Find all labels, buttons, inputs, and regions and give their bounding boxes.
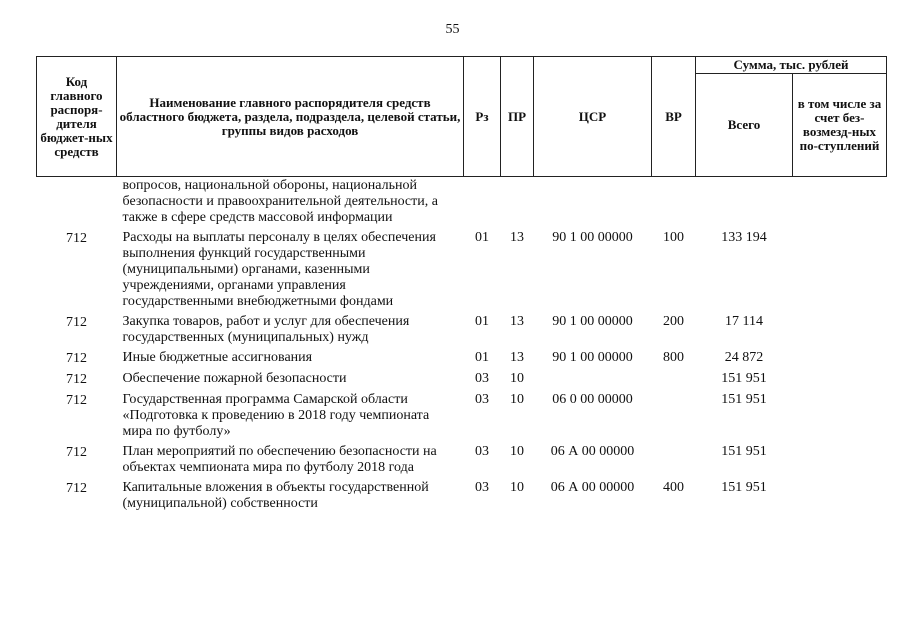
header-pr: ПР: [501, 57, 534, 177]
cell-total: 17 114: [725, 314, 763, 329]
cell-vr: 800: [663, 350, 684, 365]
budget-table: [36, 56, 887, 515]
cell-pr: 10: [510, 480, 524, 495]
header-rz: Рз: [464, 57, 501, 177]
cell-name: Капитальные вложения в объекты государственной (муниципальной) собственности: [122, 480, 429, 511]
table-row: [37, 479, 887, 515]
cell-vr: [652, 443, 696, 479]
cell-name: Закупка товаров, работ и услуг для обеспечения государственных (муниципальных) нужд: [122, 314, 410, 345]
cell-csr: 06 А 00 00000: [550, 444, 635, 459]
cell-csr: 90 1 00 00000: [552, 314, 633, 329]
cell-pr: 10: [510, 371, 524, 386]
cell-name: Иные бюджетные ассигнования: [122, 350, 313, 365]
cell-csr: [534, 177, 652, 230]
header-total: Всего: [696, 74, 793, 177]
cell-incl: [793, 443, 887, 479]
cell-name: Государственная программа Самарской области «Подготовка к проведению в 2018 году чемпионата мира по футболу»: [122, 392, 430, 439]
table-row: [37, 443, 887, 479]
header-name: Наименование главного распорядителя средств областного бюджета, раздела, подраздела, целевой статьи, группы видов расходов: [117, 57, 464, 177]
cell-code: 712: [66, 231, 87, 246]
cell-code: 712: [66, 445, 87, 460]
cell-rz: [464, 177, 501, 230]
cell-total: [696, 177, 793, 230]
cell-rz: 01: [475, 314, 489, 329]
cell-incl: [793, 313, 887, 349]
cell-code: 712: [66, 315, 87, 330]
cell-rz: 01: [475, 350, 489, 365]
cell-vr: [652, 370, 696, 391]
cell-csr: 06 А 00 00000: [550, 480, 635, 495]
cell-vr: 200: [663, 314, 684, 329]
cell-total: 151 951: [721, 392, 767, 407]
cell-name: Обеспечение пожарной безопасности: [122, 371, 347, 386]
page-number: 55: [445, 22, 460, 37]
header-incl: в том числе за счет без-возмезд-ных по-ступлений: [793, 74, 887, 177]
cell-incl: [793, 177, 887, 230]
cell-incl: [793, 349, 887, 370]
cell-rz: 01: [475, 230, 489, 245]
table-row: [37, 370, 887, 391]
cell-csr: 06 0 00 00000: [552, 392, 633, 407]
cell-pr: 13: [510, 350, 524, 365]
cell-total: 151 951: [721, 444, 767, 459]
cell-pr: 10: [510, 392, 524, 407]
table-row: [37, 229, 887, 313]
header-csr: ЦСР: [534, 57, 652, 177]
cell-code: 712: [66, 351, 87, 366]
header-sum-group: Сумма, тыс. рублей: [696, 57, 887, 74]
cell-pr: 10: [510, 444, 524, 459]
cell-rz: 03: [475, 480, 489, 495]
cell-incl: [793, 370, 887, 391]
cell-name: План мероприятий по обеспечению безопасности на объектах чемпионата мира по футболу 2018 года: [122, 444, 437, 475]
header-vr: ВР: [652, 57, 696, 177]
cell-vr: 400: [663, 480, 684, 495]
cell-total: 151 951: [721, 371, 767, 386]
cell-pr: 13: [510, 314, 524, 329]
cell-pr: 13: [510, 230, 524, 245]
cell-incl: [793, 391, 887, 443]
cell-vr: [652, 177, 696, 230]
cell-total: 133 194: [721, 230, 767, 245]
cell-csr: [534, 370, 652, 391]
cell-code: 712: [66, 393, 87, 408]
table-header: [37, 57, 887, 177]
cell-code: 712: [66, 372, 87, 387]
cell-csr: 90 1 00 00000: [552, 230, 633, 245]
cell-vr: 100: [663, 230, 684, 245]
cell-incl: [793, 479, 887, 515]
cell-csr: 90 1 00 00000: [552, 350, 633, 365]
table-row: [37, 177, 887, 230]
cell-vr: [652, 391, 696, 443]
cell-total: 151 951: [721, 480, 767, 495]
cell-total: 24 872: [724, 350, 764, 365]
cell-incl: [793, 229, 887, 313]
cell-rz: 03: [475, 371, 489, 386]
table-row: [37, 349, 887, 370]
cell-pr: [501, 177, 534, 230]
cell-name: вопросов, национальной обороны, национальной безопасности и правоохранительной деятельности, а также в сфере средств массовой информации: [122, 178, 438, 225]
table-row: [37, 313, 887, 349]
table-row: [37, 391, 887, 443]
cell-name: Расходы на выплаты персоналу в целях обеспечения выполнения функций государственными (муниципальными) органами, казенными учреждениями, органами управления государственными внебюджетными фондами: [122, 230, 436, 309]
cell-code: [37, 177, 117, 230]
header-code: Код главного распоря-дителя бюджет-ных средств: [37, 57, 117, 177]
cell-rz: 03: [475, 392, 489, 407]
cell-code: 712: [66, 481, 87, 496]
cell-rz: 03: [475, 444, 489, 459]
